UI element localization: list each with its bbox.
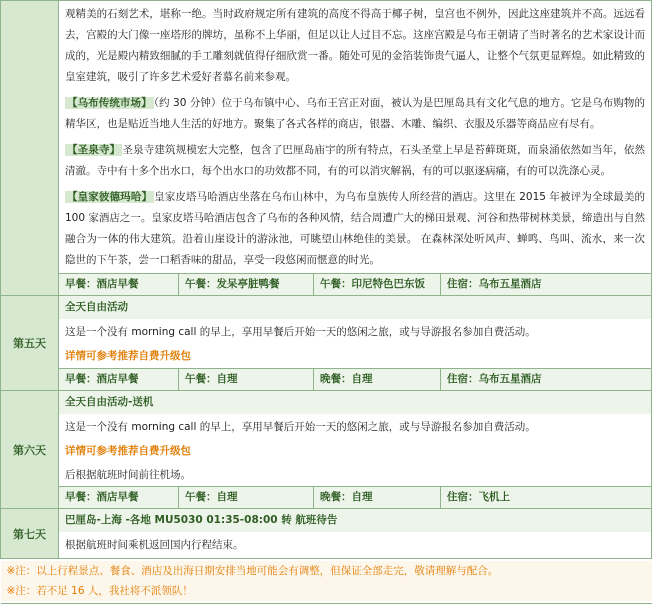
- day5-title: 全天自由活动: [59, 296, 651, 319]
- day5-row: [1, 296, 652, 391]
- day7-text: 根据航班时间乘机返回国内行程结束。: [65, 539, 244, 551]
- day7-row: [1, 509, 652, 559]
- day4-row: [1, 1, 652, 296]
- day6-text2: 后根据航班时间前往机场。: [65, 469, 191, 481]
- accommodation: 住宿：乌布五星酒店: [447, 278, 542, 290]
- hotel-paragraph: [59, 184, 651, 273]
- hotel-text: 皇家皮塔马哈酒店坐落在乌布山林中，为乌布皇族传人所经营的酒店。这里在 2015 年被评为全球最美的 100 家酒店之一。皇家皮塔马哈酒店包含了乌布的各种风情，结合周遭广大的梯田景观、河谷和热带树林美景，缔造出与自然融合为一体的伟大建筑。沿着山崖设计的游泳池，可眺望山林绝佳的美景。 在森林深处听风声、蝉鸣、鸟叫、流水，来一次隐世的下午茶，尝一口稻香味的甜品，享受一段悠闲而惬意的时光。: [65, 191, 645, 266]
- day4-content: [59, 1, 652, 296]
- day5-content: [59, 296, 652, 391]
- market-paragraph: [59, 90, 651, 137]
- dinner: 晚餐：自理: [314, 487, 441, 508]
- lunch: 午餐：自理: [179, 487, 314, 508]
- hotel-title: 【皇家彼德玛哈】: [67, 191, 153, 203]
- note-1: ※注：以上行程景点、餐食、酒店及出海日期安排当地可能会有调整，但保证全部走完，敬请理解与配合。: [1, 561, 652, 581]
- lunch: 午餐：自理: [179, 369, 314, 390]
- day5-note: 详情可参考推荐自费升级包: [65, 350, 191, 362]
- temple-paragraph: [59, 137, 651, 184]
- day6-label: 第六天: [1, 391, 59, 509]
- notes-row: [1, 559, 652, 604]
- dinner: 晚餐：自理: [314, 369, 441, 390]
- dinner: 午餐：印尼特色巴东饭: [314, 274, 441, 295]
- day7-label: 第七天: [1, 509, 59, 559]
- day5-meals: [59, 368, 651, 390]
- market-title: 【乌布传统市场】: [67, 97, 152, 109]
- day6-row: [1, 391, 652, 509]
- day6-note: 详情可参考推荐自费升级包: [65, 445, 191, 457]
- temple-title: 【圣泉寺】: [67, 144, 121, 156]
- notes-cell: [1, 559, 652, 604]
- accommodation: 住宿：飞机上: [447, 491, 510, 503]
- day6-meals: [59, 486, 651, 508]
- day5-text: 这是一个没有 morning call 的早上，享用早餐后开始一天的悠闲之旅，或与导游报名参加自费活动。: [65, 326, 536, 338]
- day4-label-cell: [1, 1, 59, 296]
- market-text: （约 30 分钟）位于乌布镇中心、乌布王宫正对面，被认为是巴厘岛具有文化气息的地方。它是乌布购物的精华区，也是贴近当地人生活的好地方。聚集了各式各样的商店，银器、木雕、编织、衣服及乐器等商品应有尽有。: [65, 97, 645, 130]
- breakfast: 早餐：酒店早餐: [59, 369, 179, 390]
- day4-meals: [59, 273, 651, 295]
- temple-text: 圣泉寺建筑规模宏大完整，包含了巴厘岛庙宇的所有特点，石头圣堂上早是苔藓斑斑，而泉涌依然如当年，依然清澈。寺中有十多个出水口，每个出水口的功效都不同，有的可以消灾解祸，有的可以驱逐病痛，有的可以洗涤心灵。: [65, 144, 646, 177]
- note-2: ※注：若不足 16 人，我社将不派领队！: [1, 581, 652, 601]
- breakfast: 早餐：酒店早餐: [59, 487, 179, 508]
- accommodation: 住宿：乌布五星酒店: [447, 373, 542, 385]
- day5-label: 第五天: [1, 296, 59, 391]
- day6-text: 这是一个没有 morning call 的早上，享用早餐后开始一天的悠闲之旅，或与导游报名参加自费活动。: [65, 421, 536, 433]
- day7-title: 巴厘岛-上海 -各地 MU5030 01:35-08:00 转 航班待告: [59, 509, 651, 532]
- day6-content: [59, 391, 652, 509]
- lunch: 午餐：发呆亭脏鸭餐: [179, 274, 314, 295]
- day6-title: 全天自由活动-送机: [59, 391, 651, 414]
- day7-content: [59, 509, 652, 559]
- breakfast: 早餐：酒店早餐: [59, 274, 179, 295]
- palace-description: 观精美的石刻艺术，堪称一绝。当时政府规定所有建筑的高度不得高于椰子树，皇宫也不例外，因此这座建筑并不高。远远看去，宫殿的大门像一座塔形的牌坊，虽称不上华丽，但足以让人过目不忘。这座宫殿是乌布王朝请了当时著名的艺术家设计而成的，光是殿内精致细腻的手工雕刻就值得仔细欣赏一番。随处可见的金箔装饰贵气逼人，让整个气氛更显辉煌。如此精致的皇室建筑，吸引了许多艺术爱好者慕名前来参观。: [65, 8, 645, 83]
